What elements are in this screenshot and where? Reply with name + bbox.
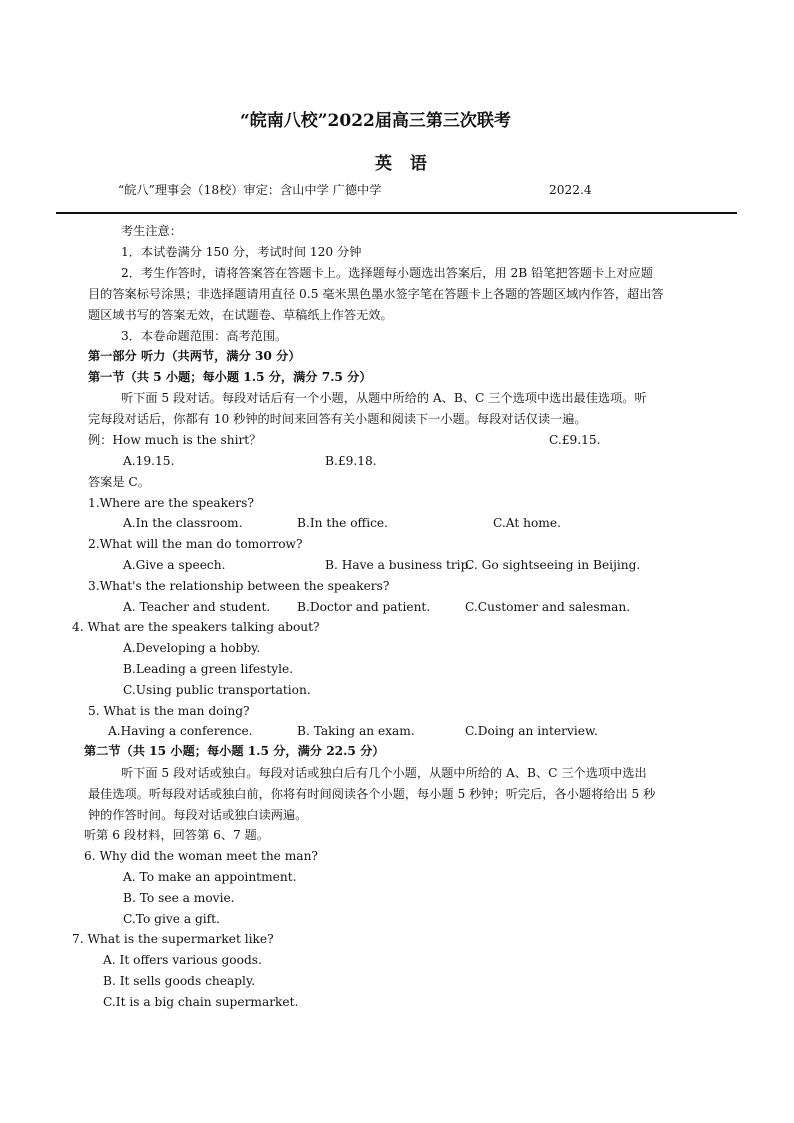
notice-item-3: 3．本卷命题范围：高考范围。 [121, 329, 288, 343]
question-2-option-c: C. Go sightseeing in Beijing. [465, 558, 641, 572]
section1-heading: 第一节（共 5 小题；每小题 1.5 分，满分 7.5 分） [88, 370, 372, 384]
question-5-option-b: B. Taking an exam. [297, 724, 415, 738]
exam-title: “皖南八校”2022届高三第三次联考 [240, 111, 511, 131]
section2-instructions-line-2: 最佳选项。听每段对话或独白前，你将有时间阅读各个小题，每小题 5 秒钟；听完后，各小题将给出 5 秒 [88, 787, 656, 801]
subject-title: 英 语 [375, 154, 433, 174]
notice-item-2-line-1: 2．考生作答时，请将答案答在答题卡上。选择题每小题选出答案后，用 2B 铅笔把答题卡上对应题 [121, 266, 653, 280]
question-2: 2.What will the man do tomorrow? [88, 537, 303, 551]
material-6-instruction: 听第 6 段材料，回答第 6、7 题。 [84, 828, 270, 842]
question-3: 3.What's the relationship between the speakers? [88, 579, 390, 593]
part1-heading: 第一部分 听力（共两节，满分 30 分） [88, 349, 301, 363]
question-2-option-b: B. Have a business trip. [325, 558, 473, 572]
section1-instructions-line-2: 完每段对话后，你都有 10 秒钟的时间来回答有关小题和阅读下一小题。每段对话仅读一遍。 [88, 412, 587, 426]
question-3-option-a: A. Teacher and student. [123, 600, 271, 614]
question-1-option-c: C.At home. [493, 516, 561, 530]
question-6-option-b: B. To see a movie. [123, 891, 235, 905]
example-option-b: B.£9.18. [325, 454, 377, 468]
example-question: 例：How much is the shirt？ [88, 433, 262, 447]
notice-item-2-line-3: 题区域书写的答案无效，在试题卷、草稿纸上作答无效。 [88, 308, 393, 322]
question-6: 6. Why did the woman meet the man? [84, 849, 318, 863]
question-6-option-c: C.To give a gift. [123, 912, 220, 926]
question-7-option-a: A. It offers various goods. [103, 953, 262, 967]
question-1-option-b: B.In the office. [297, 516, 389, 530]
question-5: 5. What is the man doing? [88, 704, 250, 718]
question-1: 1.Where are the speakers? [88, 496, 254, 510]
question-3-option-c: C.Customer and salesman. [465, 600, 631, 614]
example-answer: 答案是 C。 [88, 475, 150, 489]
example-option-a: A.19.15. [123, 454, 175, 468]
question-1-option-a: A.In the classroom. [123, 516, 243, 530]
notice-item-1: 1．本试卷满分 150 分，考试时间 120 分钟 [121, 245, 362, 259]
section2-instructions-line-3: 钟的作答时间。每段对话或独白读两遍。 [88, 808, 308, 822]
header-divider [56, 212, 737, 214]
question-4-option-c: C.Using public transportation. [123, 683, 311, 697]
example-option-c: C.£9.15. [549, 433, 601, 447]
section2-instructions-line-1: 听下面 5 段对话或独白。每段对话或独白后有几个小题，从题中所给的 A、B、C 三个选项中选出 [121, 766, 647, 780]
question-2-option-a: A.Give a speech. [123, 558, 226, 572]
section2-heading: 第二节（共 15 小题；每小题 1.5 分，满分 22.5 分） [84, 744, 385, 758]
reviewers-line: “皖八”理事会（18校）审定：含山中学 广德中学 [118, 183, 382, 197]
question-7-option-b: B. It sells goods cheaply. [103, 974, 256, 988]
section1-instructions-line-1: 听下面 5 段对话。每段对话后有一个小题，从题中所给的 A、B、C 三个选项中选出最佳选项。听 [121, 391, 647, 405]
question-6-option-a: A. To make an appointment. [123, 870, 297, 884]
notice-heading: 考生注意： [121, 224, 182, 238]
notice-item-2-line-2: 目的答案标号涂黑；非选择题请用直径 0.5 毫米黑色墨水签字笔在答题卡上各题的答题区域内作答，超出答 [88, 287, 664, 301]
exam-date: 2022.4 [549, 183, 592, 197]
question-7-option-c: C.It is a big chain supermarket. [103, 995, 299, 1009]
question-3-option-b: B.Doctor and patient. [297, 600, 431, 614]
question-4-option-a: A.Developing a hobby. [123, 641, 261, 655]
question-4-option-b: B.Leading a green lifestyle. [123, 662, 294, 676]
question-5-option-c: C.Doing an interview. [465, 724, 598, 738]
question-7: 7. What is the supermarket like? [72, 932, 274, 946]
question-4: 4. What are the speakers talking about? [72, 620, 320, 634]
question-5-option-a: A.Having a conference. [108, 724, 253, 738]
